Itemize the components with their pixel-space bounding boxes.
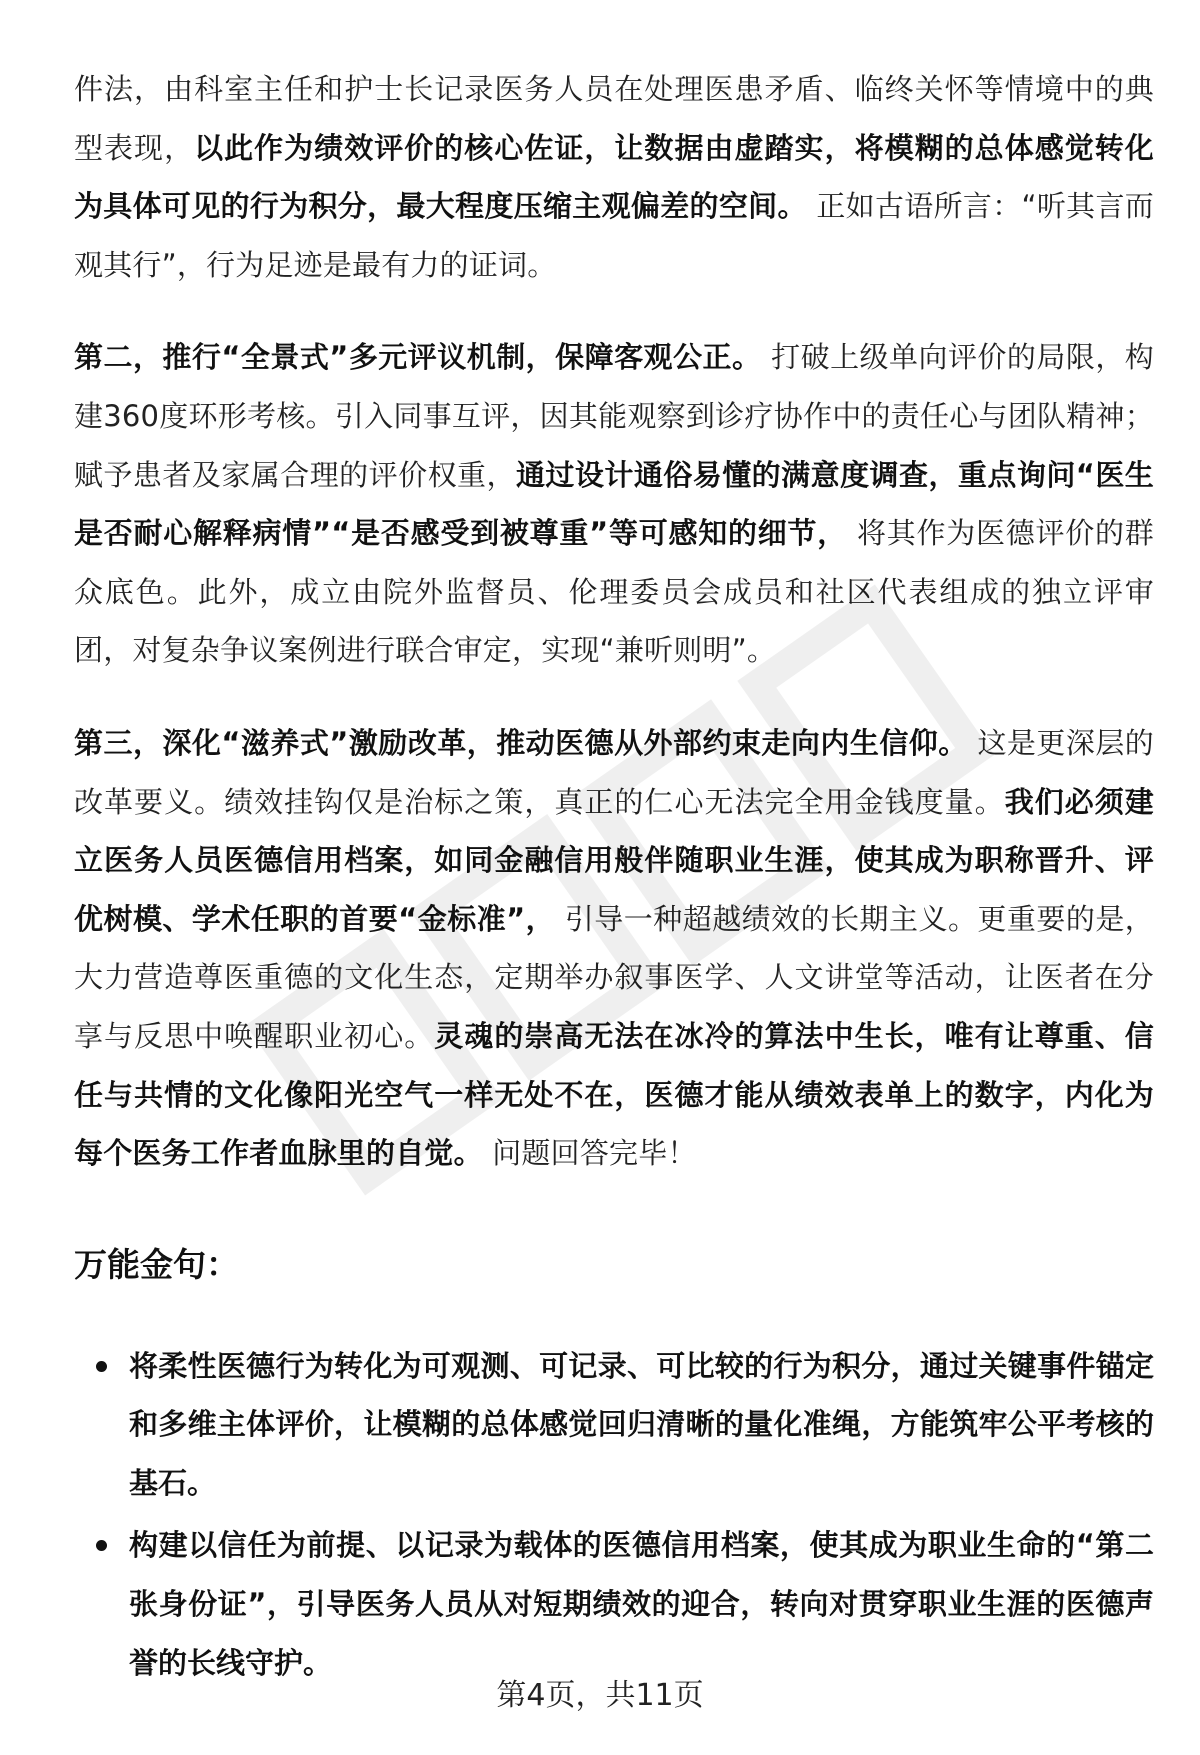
bold-text: 通过设计通俗易懂的满意度调查，重点询问“医生是否耐心解释病情”“是否感受到被尊重”等可感知的细节， [74, 457, 1154, 551]
text-segment: 正如古语所言：“听其言而观其行”，行为足迹是最有力的证词。 [74, 189, 1154, 282]
bold-text: 我们必须建立医务人员医德信用档案，如同金融信用般伴随职业生涯，使其成为职称晋升、评优树模、学术任职的首要“金标准”， [74, 784, 1154, 936]
paragraph [74, 60, 1154, 294]
bullet-dot-icon [96, 1361, 107, 1372]
text-segment: 这是更深层的改革要义。绩效挂钩仅是治标之策，真正的仁心无法完全用金钱度量。 [74, 725, 1154, 819]
text-segment: 件法，由科室主任和护士长记录医务人员在处理医患矛盾、临终关怀等情境中的典型表现， [74, 72, 1154, 165]
bullet-list [74, 1337, 1154, 1693]
bold-text: 以此作为绩效评价的核心佐证，让数据由虚踏实，将模糊的总体感觉转化为具体可见的行为积分，最大程度压缩主观偏差的空间。 [74, 130, 1154, 224]
bold-text: 第三，深化“滋养式”激励改革，推动医德从外部约束走向内生信仰。 [74, 725, 968, 760]
bullet-dot-icon [96, 1540, 107, 1551]
paragraph [74, 328, 1154, 680]
paragraph [74, 714, 1154, 1183]
text-segment: 打破上级单向评价的局限，构建360度环形考核。引入同事互评，因其能观察到诊疗协作中的责任心与团队精神；赋予患者及家属合理的评价权重， [74, 340, 1154, 492]
bullet-item [74, 1337, 1154, 1513]
text-segment: 将其作为医德评价的群众底色。此外，成立由院外监督员、伦理委员会成员和社区代表组成的独立评审团，对复杂争议案例进行联合审定，实现“兼听则明”。 [74, 516, 1154, 668]
bold-text: 灵魂的崇高无法在冰冷的算法中生长，唯有让尊重、信任与共情的文化像阳光空气一样无处不在，医德才能从绩效表单上的数字，内化为每个医务工作者血脉里的自觉。 [74, 1018, 1154, 1171]
bullet-text: 构建以信任为前提、以记录为载体的医德信用档案，使其成为职业生命的“第二张身份证”，引导医务人员从对短期绩效的迎合，转向对贯穿职业生涯的医德声誉的长线守护。 [129, 1528, 1154, 1680]
page-number: 第4页，共11页 [496, 1678, 704, 1713]
body-text [74, 60, 1154, 1183]
bullet-item [74, 1516, 1154, 1692]
text-segment: 引导一种超越绩效的长期主义。更重要的是，大力营造尊医重德的文化生态，定期举办叙事医学、人文讲堂等活动，让医者在分享与反思中唤醒职业初心。 [74, 901, 1154, 1053]
text-segment: 问题回答完毕！ [482, 1136, 697, 1171]
bold-text: 第二，推行“全景式”多元评议机制，保障客观公正。 [74, 340, 762, 375]
bullet-text: 将柔性医德行为转化为可观测、可记录、可比较的行为积分，通过关键事件锚定和多维主体评价，让模糊的总体感觉回归清晰的量化准绳，方能筑牢公平考核的基石。 [129, 1348, 1154, 1500]
section-title: 万能金句： [74, 1244, 239, 1284]
